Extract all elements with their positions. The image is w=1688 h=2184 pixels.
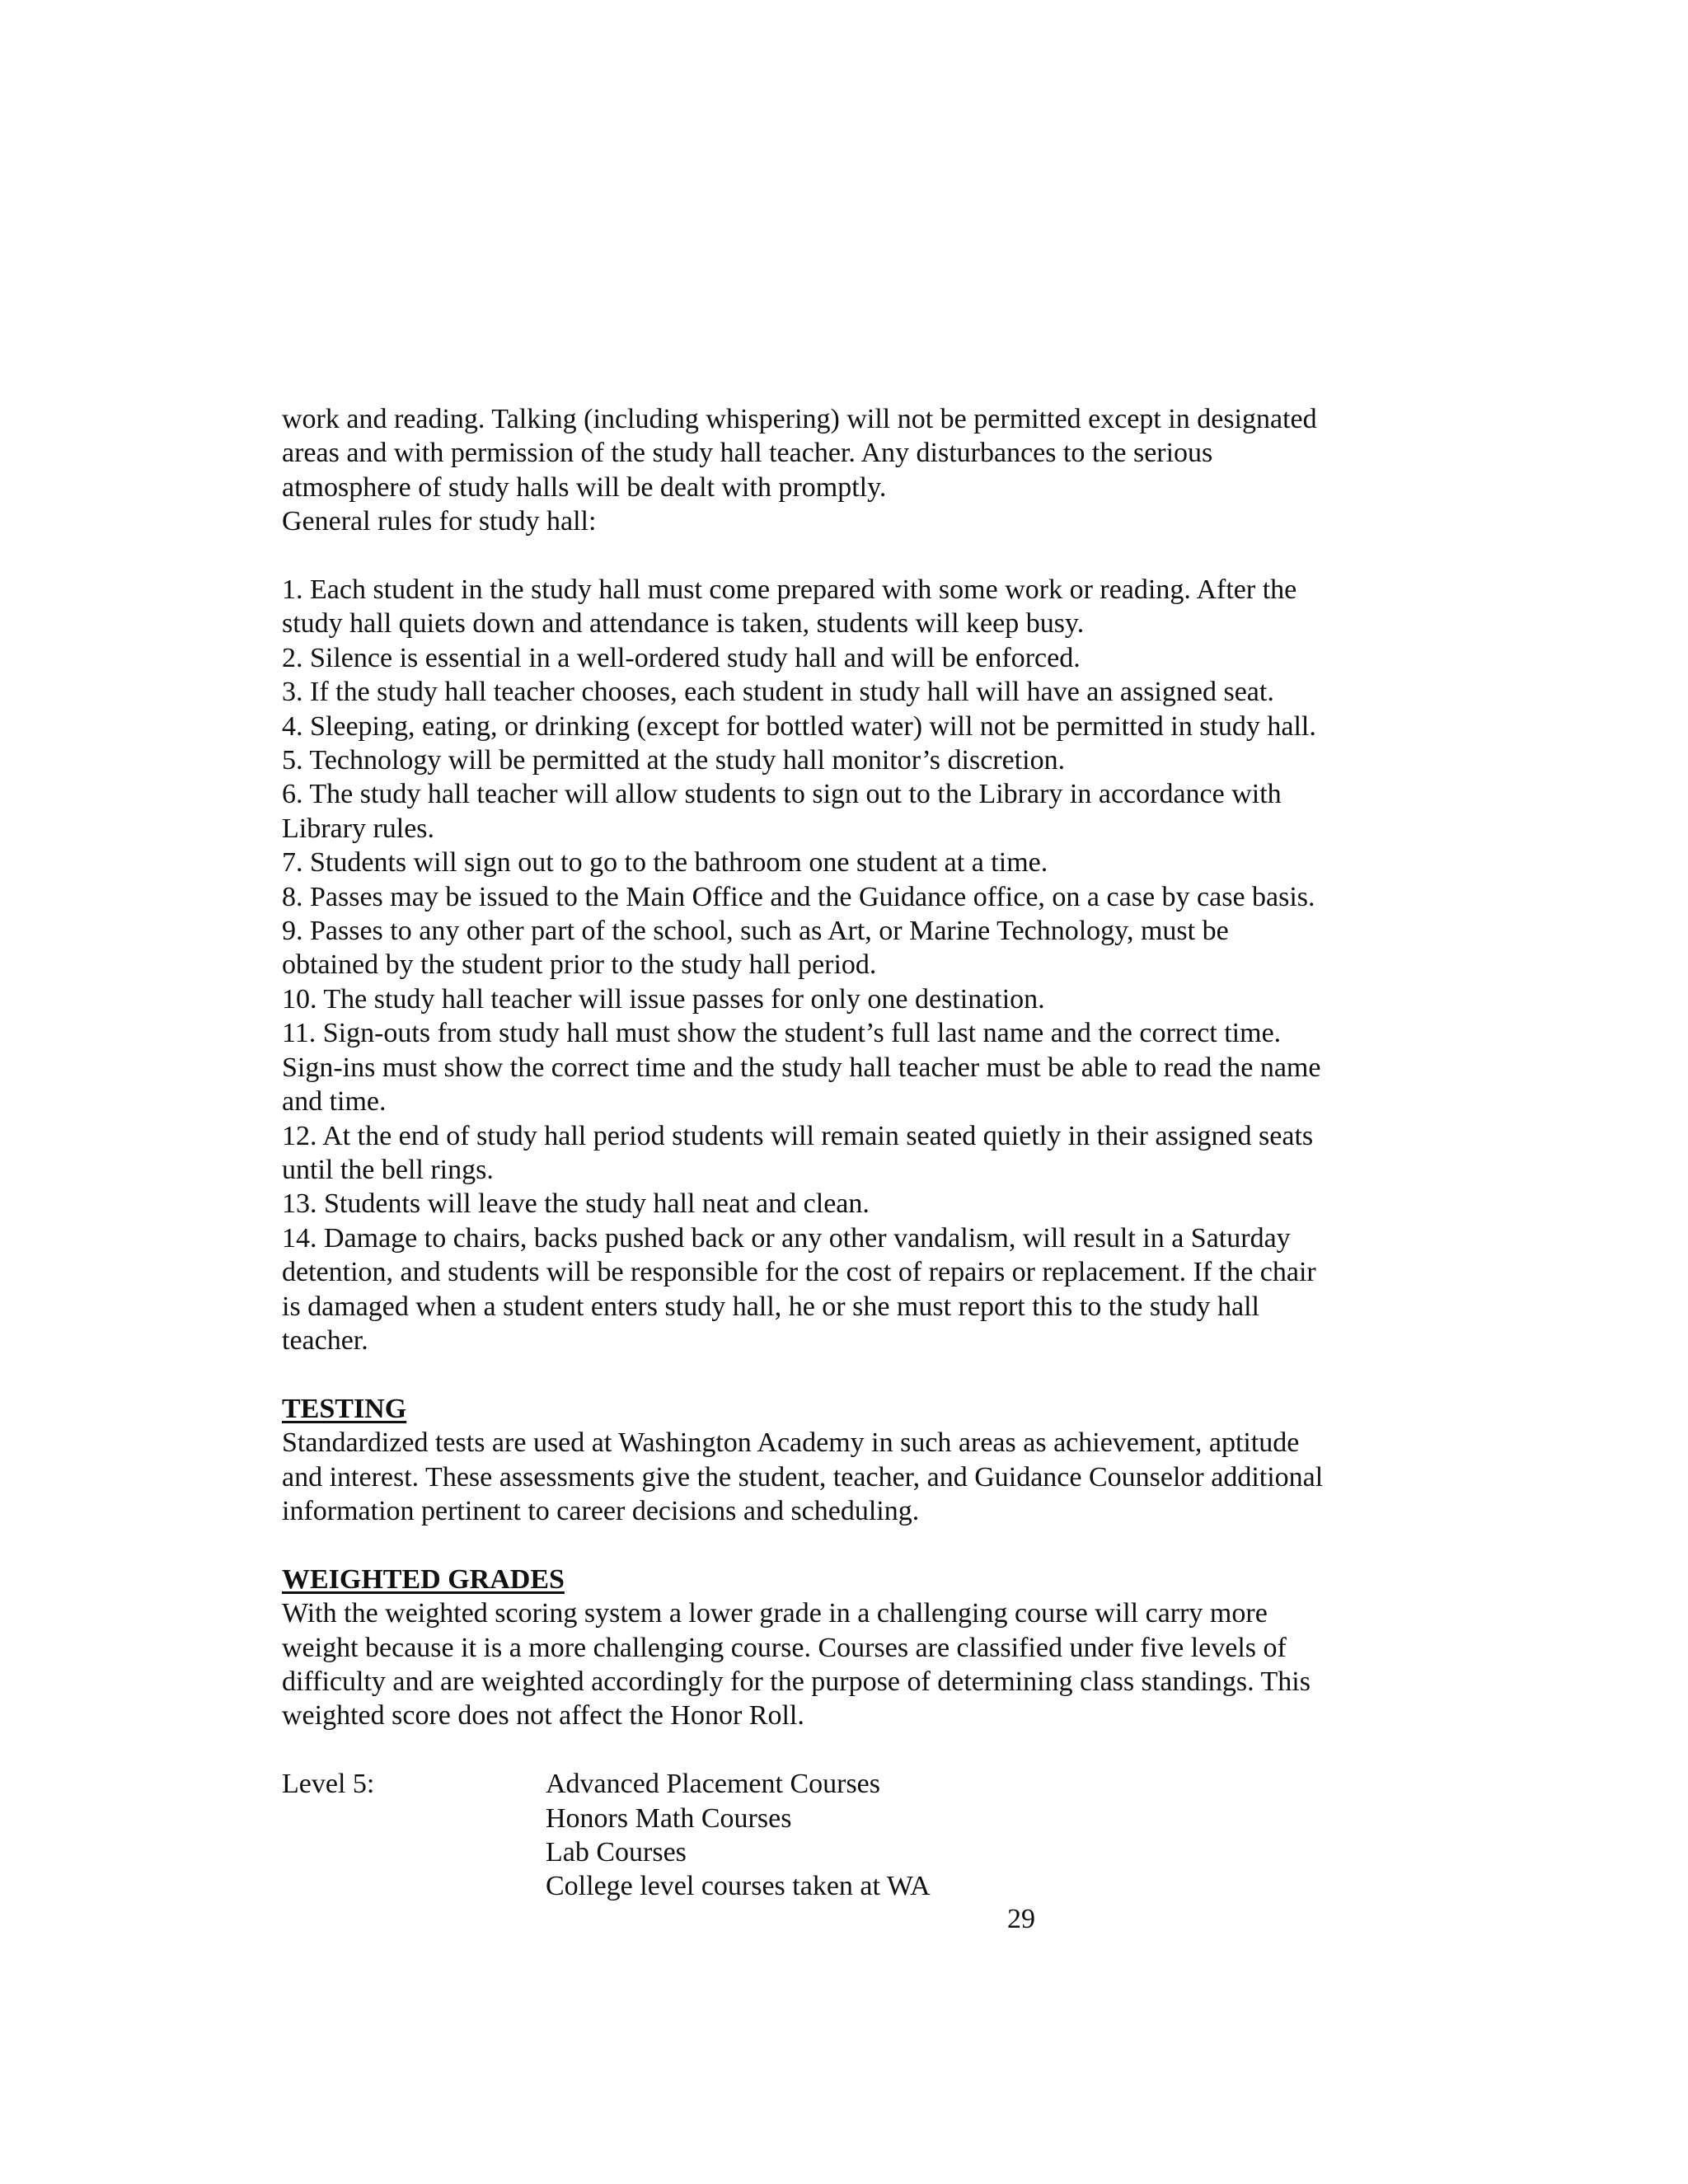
blank-line	[282, 539, 1436, 573]
page-content	[282, 402, 1436, 1904]
course-item: Honors Math Courses	[546, 1802, 792, 1834]
weighted-grades-section	[282, 1563, 1436, 1904]
rule-line: 3. If the study hall teacher chooses, each student in study hall will have an assigned seat.	[282, 677, 1274, 708]
rule-line: 1. Each student in the study hall must come prepared with some work or reading. After the	[282, 574, 1297, 606]
testing-section	[282, 1392, 1436, 1529]
rule-line: obtained by the student prior to the study hall period.	[282, 949, 877, 981]
weighted-grades-heading: WEIGHTED GRADES	[282, 1563, 565, 1595]
testing-heading: TESTING	[282, 1393, 407, 1424]
rule-line: Library rules.	[282, 813, 435, 844]
text-line: information pertinent to career decisions and scheduling.	[282, 1495, 920, 1526]
rule-line: 14. Damage to chairs, backs pushed back or any other vandalism, will result in a Saturday	[282, 1222, 1291, 1254]
text-line: atmosphere of study halls will be dealt with promptly.	[282, 471, 887, 503]
text-line: areas and with permission of the study hall teacher. Any disturbances to the serious	[282, 438, 1213, 469]
rule-line: 6. The study hall teacher will allow students to sign out to the Library in accordance with	[282, 779, 1282, 810]
text-line: work and reading. Talking (including whispering) will not be permitted except in designated	[282, 404, 1317, 434]
blank-line	[282, 1733, 1436, 1767]
level-label: Level 5:	[282, 1769, 375, 1800]
rule-line: teacher.	[282, 1324, 368, 1356]
rule-line: 4. Sleeping, eating, or drinking (except for bottled water) will not be permitted in study hall.	[282, 710, 1316, 742]
text-line: weighted score does not affect the Honor Roll.	[282, 1700, 804, 1732]
rule-line: detention, and students will be responsible for the cost of repairs or replacement. If the chair	[282, 1257, 1316, 1288]
rule-line: 2. Silence is essential in a well-ordered study hall and will be enforced.	[282, 642, 1081, 673]
text-line: difficulty and are weighted accordingly for the purpose of determining class standings. This	[282, 1666, 1311, 1697]
text-line: Standardized tests are used at Washington Academy in such areas as achievement, aptitude	[282, 1427, 1300, 1459]
rule-line: study hall quiets down and attendance is taken, students will keep busy.	[282, 608, 1085, 640]
blank-line	[282, 1357, 1436, 1391]
rule-line: 9. Passes to any other part of the school, such as Art, or Marine Technology, must be	[282, 916, 1229, 947]
rule-line: 8. Passes may be issued to the Main Office and the Guidance office, on a case by case basis.	[282, 881, 1315, 912]
text-line: With the weighted scoring system a lower grade in a challenging course will carry more	[282, 1598, 1268, 1629]
level-course-list	[546, 1767, 931, 1904]
text-line: weight because it is a more challenging course. Courses are classified under five levels of	[282, 1632, 1287, 1663]
course-item: College level courses taken at WA	[546, 1871, 931, 1902]
rule-line: and time.	[282, 1086, 387, 1118]
rule-line: is damaged when a student enters study hall, he or she must report this to the study hall	[282, 1291, 1259, 1322]
rule-line: until the bell rings.	[282, 1154, 494, 1185]
blank-line	[282, 1528, 1436, 1562]
text-line: and interest. These assessments give the student, teacher, and Guidance Counselor additional	[282, 1461, 1324, 1493]
study-hall-rules-list	[282, 573, 1436, 1357]
intro-paragraph	[282, 402, 1436, 539]
rule-line: 7. Students will sign out to go to the bathroom one student at a time.	[282, 847, 1048, 879]
rule-line: 12. At the end of study hall period students will remain seated quietly in their assigned seats	[282, 1120, 1314, 1151]
rule-line: Sign-ins must show the correct time and the study hall teacher must be able to read the name	[282, 1052, 1321, 1083]
course-item: Advanced Placement Courses	[546, 1769, 880, 1800]
course-item: Lab Courses	[546, 1837, 687, 1868]
page-number: 29	[1007, 1904, 1035, 1934]
rules-intro-line: General rules for study hall:	[282, 506, 597, 537]
rule-line: 5. Technology will be permitted at the study hall monitor’s discretion.	[282, 745, 1066, 776]
level-5-row	[282, 1767, 1436, 1904]
rule-line: 10. The study hall teacher will issue passes for only one destination.	[282, 983, 1045, 1015]
rule-line: 13. Students will leave the study hall neat and clean.	[282, 1188, 870, 1220]
rule-line: 11. Sign-outs from study hall must show the student’s full last name and the correct time.	[282, 1018, 1282, 1049]
